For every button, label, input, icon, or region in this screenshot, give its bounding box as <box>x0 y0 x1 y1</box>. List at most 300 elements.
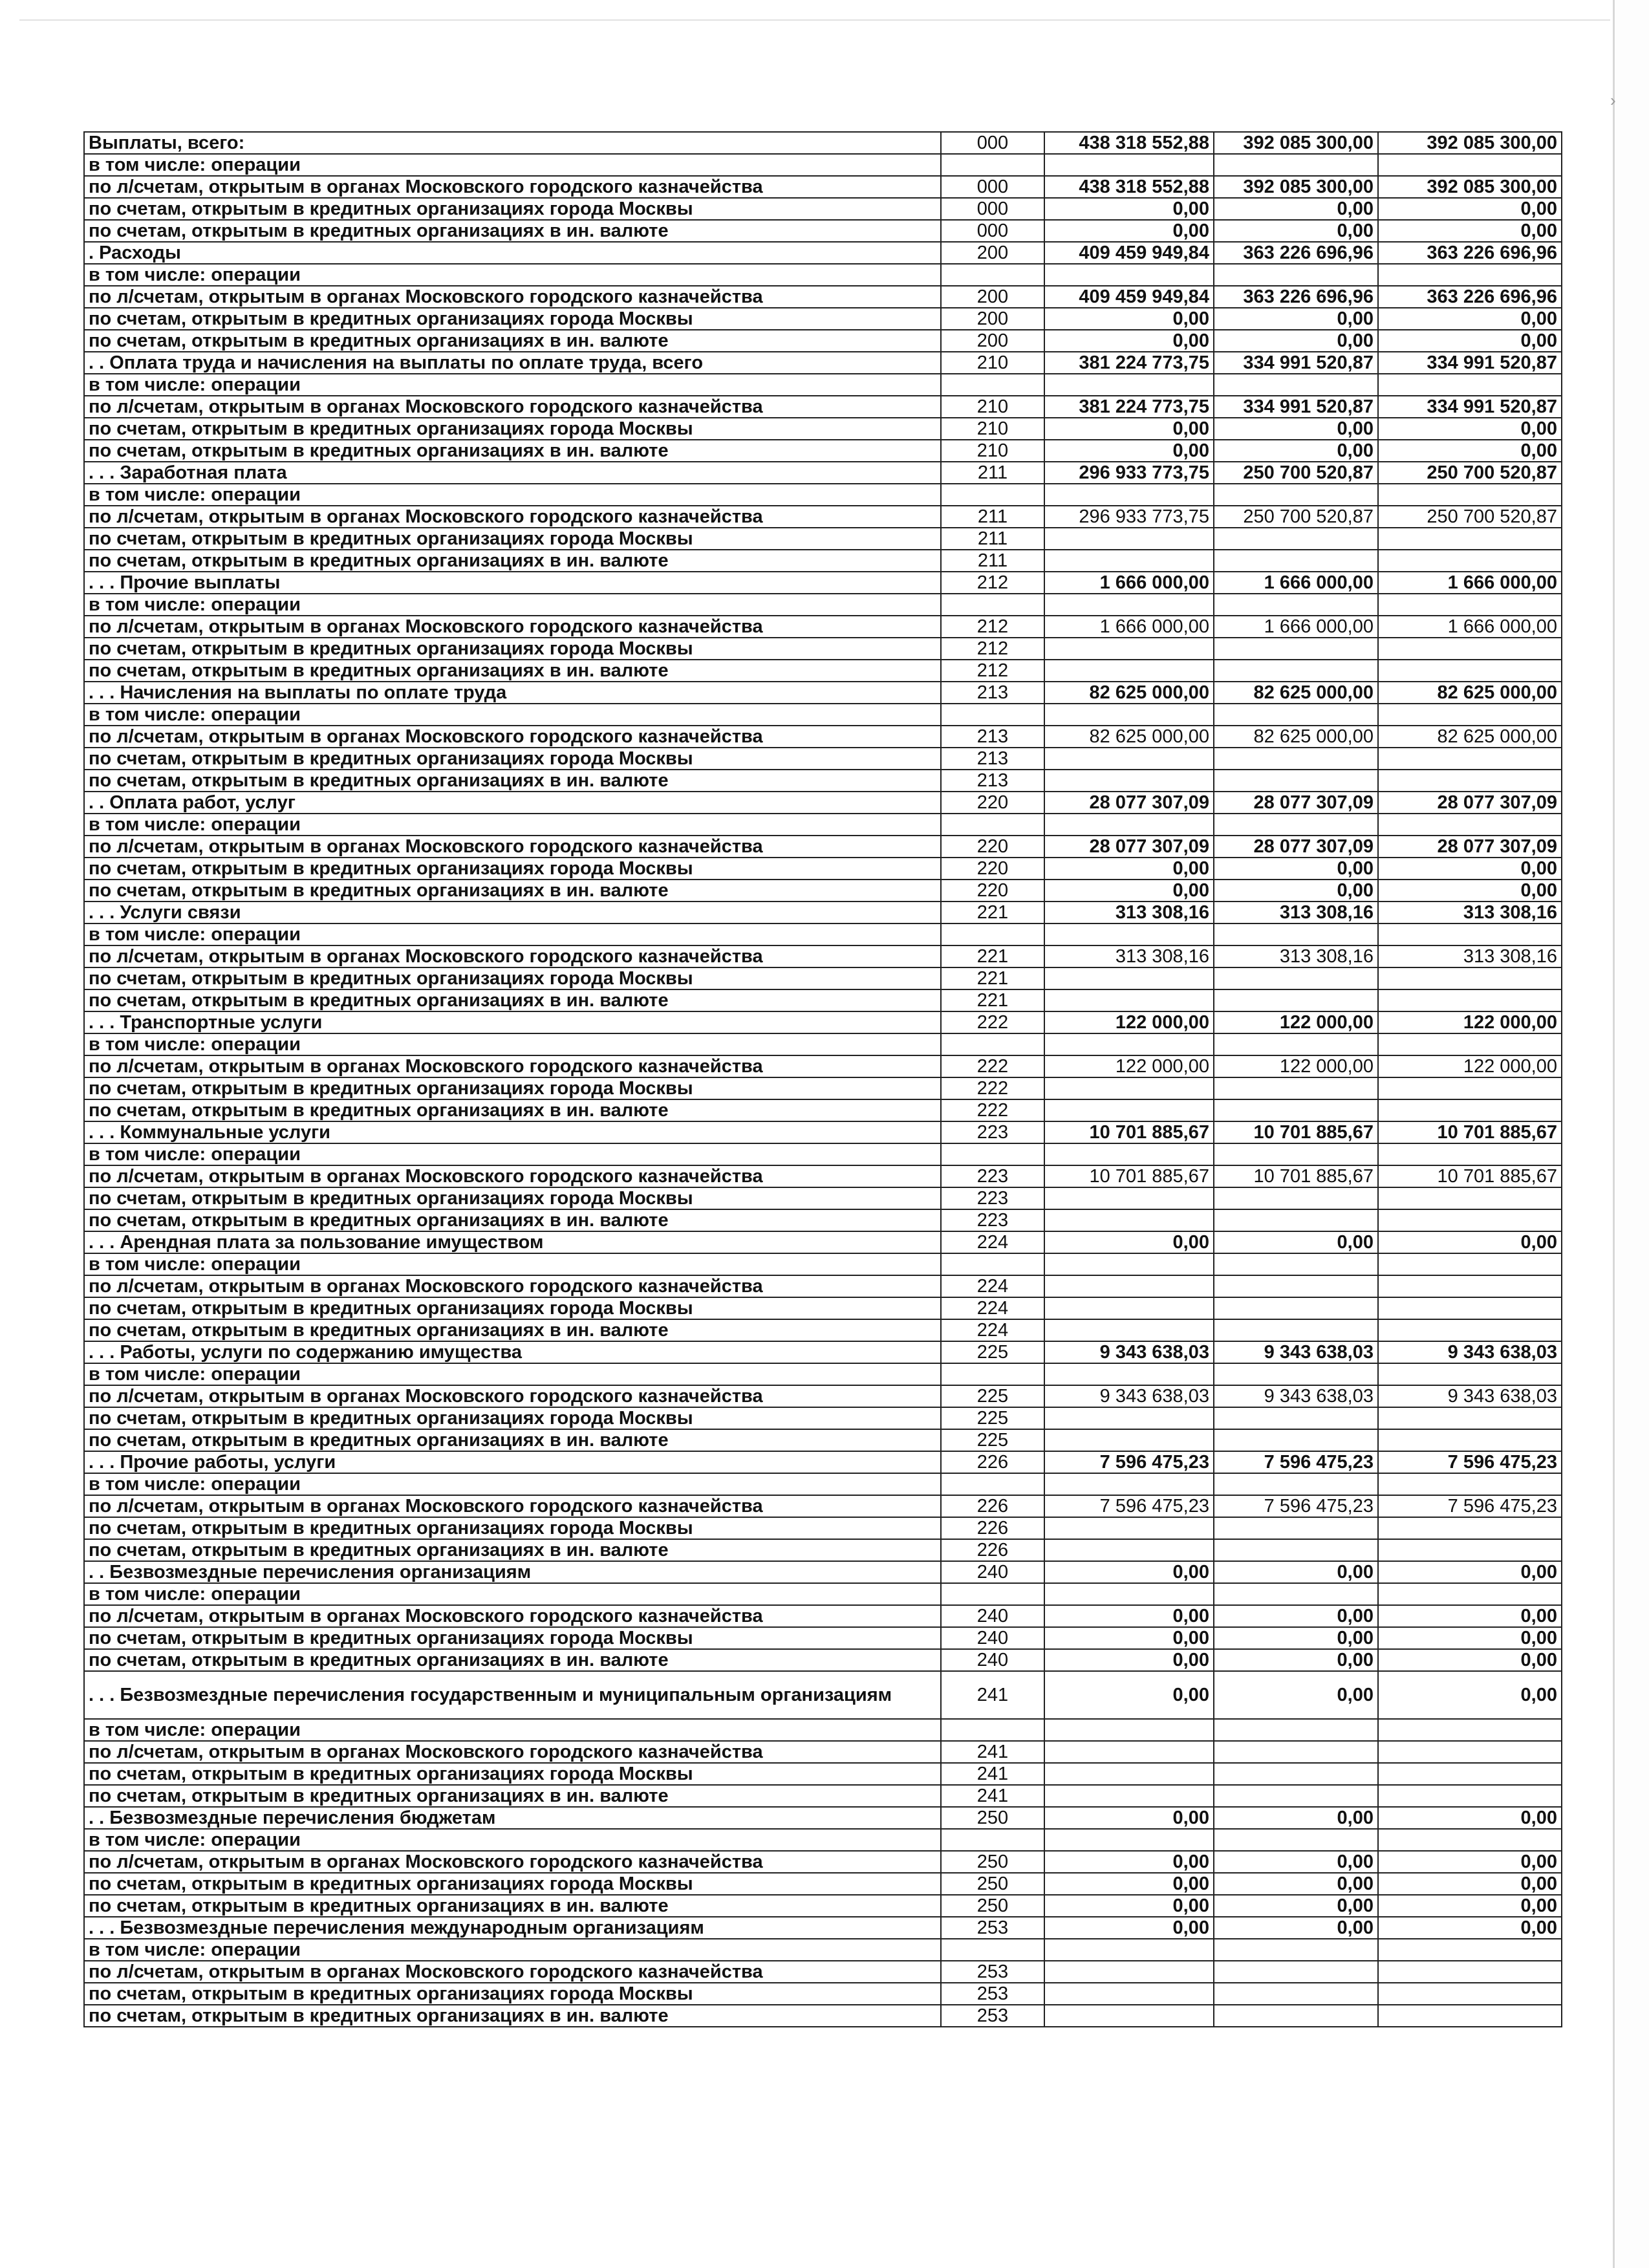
row-value-3 <box>1378 484 1562 506</box>
row-value-3: 0,00 <box>1378 308 1562 330</box>
row-value-3: 28 077 307,09 <box>1378 792 1562 814</box>
row-value-3: 122 000,00 <box>1378 1011 1562 1033</box>
row-value-3 <box>1378 1785 1562 1807</box>
table-row <box>84 967 1562 989</box>
row-value-2 <box>1214 923 1378 945</box>
table-row <box>84 1829 1562 1851</box>
row-code <box>941 484 1044 506</box>
row-label: в том числе: операции <box>84 1829 941 1851</box>
row-label: по счетам, открытым в кредитных организациях в ин. валюте <box>84 440 941 462</box>
row-value-3 <box>1378 967 1562 989</box>
row-value-2 <box>1214 989 1378 1011</box>
row-value-2: 1 666 000,00 <box>1214 572 1378 594</box>
row-value-2: 313 308,16 <box>1214 902 1378 923</box>
row-label: по счетам, открытым в кредитных организациях города Москвы <box>84 1763 941 1785</box>
row-value-3 <box>1378 1297 1562 1319</box>
row-value-2 <box>1214 1209 1378 1231</box>
row-label: по счетам, открытым в кредитных организациях города Москвы <box>84 1517 941 1539</box>
row-code: 224 <box>941 1231 1044 1253</box>
row-value-3 <box>1378 660 1562 682</box>
row-value-2: 0,00 <box>1214 330 1378 352</box>
row-value-1: 381 224 773,75 <box>1044 396 1214 418</box>
row-value-3: 0,00 <box>1378 1231 1562 1253</box>
table-row <box>84 198 1562 220</box>
row-value-1 <box>1044 264 1214 286</box>
row-code: 220 <box>941 792 1044 814</box>
table-row <box>84 1539 1562 1561</box>
row-value-1: 0,00 <box>1044 1605 1214 1627</box>
table-row <box>84 660 1562 682</box>
row-code: 226 <box>941 1495 1044 1517</box>
row-code: 211 <box>941 528 1044 550</box>
table-row <box>84 836 1562 858</box>
row-code: 200 <box>941 308 1044 330</box>
row-value-3: 250 700 520,87 <box>1378 506 1562 528</box>
row-value-1: 0,00 <box>1044 1561 1214 1583</box>
row-value-1 <box>1044 1473 1214 1495</box>
table-row <box>84 220 1562 242</box>
row-code: 224 <box>941 1319 1044 1341</box>
table-row <box>84 418 1562 440</box>
row-label: по л/счетам, открытым в органах Московского городского казначейства <box>84 1741 941 1763</box>
row-value-1: 9 343 638,03 <box>1044 1341 1214 1363</box>
row-value-2 <box>1214 1829 1378 1851</box>
row-value-1: 9 343 638,03 <box>1044 1385 1214 1407</box>
table-row <box>84 1649 1562 1671</box>
row-value-1: 0,00 <box>1044 418 1214 440</box>
table-row <box>84 1341 1562 1363</box>
row-value-2: 0,00 <box>1214 440 1378 462</box>
row-value-1 <box>1044 1785 1214 1807</box>
table-row <box>84 638 1562 660</box>
row-code <box>941 1473 1044 1495</box>
row-value-3: 0,00 <box>1378 220 1562 242</box>
row-value-3: 334 991 520,87 <box>1378 396 1562 418</box>
page-top-edge <box>19 19 1610 21</box>
row-label: в том числе: операции <box>84 923 941 945</box>
row-code: 253 <box>941 2005 1044 2027</box>
row-value-1 <box>1044 1961 1214 1983</box>
row-code <box>941 1829 1044 1851</box>
row-value-2: 0,00 <box>1214 1231 1378 1253</box>
row-value-3: 0,00 <box>1378 1649 1562 1671</box>
table-row <box>84 1719 1562 1741</box>
row-value-3: 250 700 520,87 <box>1378 462 1562 484</box>
table-row <box>84 1583 1562 1605</box>
row-value-2 <box>1214 264 1378 286</box>
table-row <box>84 1763 1562 1785</box>
row-value-2 <box>1214 1939 1378 1961</box>
row-value-1 <box>1044 638 1214 660</box>
row-value-1 <box>1044 660 1214 682</box>
row-value-1 <box>1044 704 1214 726</box>
row-value-3: 313 308,16 <box>1378 902 1562 923</box>
row-label: по счетам, открытым в кредитных организациях города Москвы <box>84 418 941 440</box>
row-label: по л/счетам, открытым в органах Московского городского казначейства <box>84 836 941 858</box>
row-value-1: 0,00 <box>1044 220 1214 242</box>
row-code: 000 <box>941 220 1044 242</box>
row-value-2 <box>1214 1099 1378 1121</box>
row-value-1: 0,00 <box>1044 330 1214 352</box>
row-value-1: 10 701 885,67 <box>1044 1165 1214 1187</box>
table-row <box>84 154 1562 176</box>
row-label: в том числе: операции <box>84 1719 941 1741</box>
row-value-2 <box>1214 1319 1378 1341</box>
row-label: по счетам, открытым в кредитных организациях города Москвы <box>84 858 941 880</box>
row-value-1: 381 224 773,75 <box>1044 352 1214 374</box>
row-value-1 <box>1044 923 1214 945</box>
row-code: 241 <box>941 1741 1044 1763</box>
table-row <box>84 1741 1562 1763</box>
row-value-1 <box>1044 1939 1214 1961</box>
row-code: 211 <box>941 462 1044 484</box>
row-code <box>941 1363 1044 1385</box>
row-value-2 <box>1214 704 1378 726</box>
row-value-2: 0,00 <box>1214 858 1378 880</box>
row-value-1 <box>1044 1583 1214 1605</box>
row-code: 220 <box>941 836 1044 858</box>
row-code: 241 <box>941 1763 1044 1785</box>
row-label: по л/счетам, открытым в органах Московского городского казначейства <box>84 176 941 198</box>
row-value-1: 296 933 773,75 <box>1044 506 1214 528</box>
row-code: 222 <box>941 1099 1044 1121</box>
table-row <box>84 616 1562 638</box>
row-code: 223 <box>941 1209 1044 1231</box>
row-value-3 <box>1378 2005 1562 2027</box>
row-code: 250 <box>941 1807 1044 1829</box>
row-label: по л/счетам, открытым в органах Московского городского казначейства <box>84 1495 941 1517</box>
row-value-1: 0,00 <box>1044 198 1214 220</box>
row-label: . . . Коммунальные услуги <box>84 1121 941 1143</box>
row-value-2 <box>1214 1297 1378 1319</box>
row-label: по л/счетам, открытым в органах Московского городского казначейства <box>84 616 941 638</box>
row-code: 212 <box>941 638 1044 660</box>
row-value-3 <box>1378 638 1562 660</box>
row-label: по л/счетам, открытым в органах Московского городского казначейства <box>84 1605 941 1627</box>
row-value-3 <box>1378 550 1562 572</box>
row-value-1: 0,00 <box>1044 308 1214 330</box>
row-value-2: 0,00 <box>1214 1649 1378 1671</box>
row-label: по счетам, открытым в кредитных организациях в ин. валюте <box>84 880 941 902</box>
row-value-2 <box>1214 770 1378 792</box>
row-value-3 <box>1378 1187 1562 1209</box>
table-row <box>84 1319 1562 1341</box>
row-value-1: 0,00 <box>1044 440 1214 462</box>
row-value-2: 313 308,16 <box>1214 945 1378 967</box>
row-label: по счетам, открытым в кредитных организациях города Москвы <box>84 1297 941 1319</box>
row-code: 226 <box>941 1517 1044 1539</box>
row-value-3: 0,00 <box>1378 1895 1562 1917</box>
row-label: . . . Работы, услуги по содержанию имущества <box>84 1341 941 1363</box>
row-value-1 <box>1044 1187 1214 1209</box>
row-code: 212 <box>941 660 1044 682</box>
row-value-2 <box>1214 967 1378 989</box>
table-row <box>84 1495 1562 1517</box>
row-value-1 <box>1044 528 1214 550</box>
row-value-1 <box>1044 748 1214 770</box>
row-value-2: 363 226 696,96 <box>1214 286 1378 308</box>
row-value-2 <box>1214 1719 1378 1741</box>
row-value-1: 0,00 <box>1044 1671 1214 1719</box>
row-code: 224 <box>941 1297 1044 1319</box>
row-value-3: 7 596 475,23 <box>1378 1451 1562 1473</box>
row-value-2: 0,00 <box>1214 198 1378 220</box>
row-label: по л/счетам, открытым в органах Московского городского казначейства <box>84 1385 941 1407</box>
row-value-3: 0,00 <box>1378 1917 1562 1939</box>
row-code: 241 <box>941 1785 1044 1807</box>
row-value-1 <box>1044 374 1214 396</box>
row-label: по л/счетам, открытым в органах Московского городского казначейства <box>84 506 941 528</box>
row-label: по л/счетам, открытым в органах Московского городского казначейства <box>84 1275 941 1297</box>
row-value-2: 334 991 520,87 <box>1214 352 1378 374</box>
row-code: 221 <box>941 945 1044 967</box>
row-value-1 <box>1044 989 1214 1011</box>
row-value-2 <box>1214 1785 1378 1807</box>
row-value-1: 0,00 <box>1044 1895 1214 1917</box>
table-row <box>84 484 1562 506</box>
row-label: . . . Арендная плата за пользование имуществом <box>84 1231 941 1253</box>
row-code: 224 <box>941 1275 1044 1297</box>
row-label: по л/счетам, открытым в органах Московского городского казначейства <box>84 945 941 967</box>
row-label: по счетам, открытым в кредитных организациях в ин. валюте <box>84 1539 941 1561</box>
row-value-3 <box>1378 1077 1562 1099</box>
row-label: . . Безвозмездные перечисления организациям <box>84 1561 941 1583</box>
row-code: 213 <box>941 682 1044 704</box>
row-code: 222 <box>941 1011 1044 1033</box>
row-label: в том числе: операции <box>84 1033 941 1055</box>
table-row <box>84 594 1562 616</box>
row-value-2 <box>1214 1407 1378 1429</box>
row-value-3 <box>1378 1763 1562 1785</box>
row-value-2: 122 000,00 <box>1214 1055 1378 1077</box>
row-value-1: 10 701 885,67 <box>1044 1121 1214 1143</box>
row-value-3: 0,00 <box>1378 1873 1562 1895</box>
row-value-3 <box>1378 594 1562 616</box>
row-value-1 <box>1044 1275 1214 1297</box>
row-value-1 <box>1044 1143 1214 1165</box>
table-row <box>84 1209 1562 1231</box>
row-code: 211 <box>941 506 1044 528</box>
table-row <box>84 1187 1562 1209</box>
row-value-2: 7 596 475,23 <box>1214 1451 1378 1473</box>
table-row <box>84 814 1562 836</box>
row-value-2: 363 226 696,96 <box>1214 242 1378 264</box>
row-label: в том числе: операции <box>84 1473 941 1495</box>
row-value-3 <box>1378 923 1562 945</box>
row-code: 241 <box>941 1671 1044 1719</box>
row-value-3: 0,00 <box>1378 330 1562 352</box>
row-label: по л/счетам, открытым в органах Московского городского казначейства <box>84 1851 941 1873</box>
row-value-3: 122 000,00 <box>1378 1055 1562 1077</box>
row-value-2 <box>1214 2005 1378 2027</box>
edge-mark: › <box>1610 91 1616 110</box>
row-value-1: 122 000,00 <box>1044 1011 1214 1033</box>
row-value-1 <box>1044 550 1214 572</box>
row-value-2 <box>1214 1143 1378 1165</box>
row-value-1 <box>1044 1363 1214 1385</box>
row-value-2 <box>1214 1983 1378 2005</box>
table-row <box>84 1451 1562 1473</box>
row-label: по счетам, открытым в кредитных организациях города Москвы <box>84 638 941 660</box>
table-row <box>84 1961 1562 1983</box>
row-value-3 <box>1378 1961 1562 1983</box>
row-code: 226 <box>941 1451 1044 1473</box>
row-code: 210 <box>941 396 1044 418</box>
row-value-2 <box>1214 1275 1378 1297</box>
row-value-3 <box>1378 989 1562 1011</box>
row-value-2: 0,00 <box>1214 880 1378 902</box>
row-value-3: 334 991 520,87 <box>1378 352 1562 374</box>
row-label: . . . Начисления на выплаты по оплате труда <box>84 682 941 704</box>
table-row <box>84 1055 1562 1077</box>
row-value-2: 1 666 000,00 <box>1214 616 1378 638</box>
row-value-1: 82 625 000,00 <box>1044 726 1214 748</box>
row-value-1 <box>1044 1429 1214 1451</box>
row-value-2 <box>1214 638 1378 660</box>
row-label: по счетам, открытым в кредитных организациях города Москвы <box>84 1983 941 2005</box>
row-value-1: 0,00 <box>1044 1649 1214 1671</box>
row-code: 225 <box>941 1385 1044 1407</box>
table-row <box>84 1099 1562 1121</box>
row-value-3 <box>1378 1407 1562 1429</box>
row-value-3: 0,00 <box>1378 198 1562 220</box>
row-value-2: 0,00 <box>1214 308 1378 330</box>
row-value-3 <box>1378 1517 1562 1539</box>
payments-table-body <box>84 132 1562 2027</box>
row-label: по счетам, открытым в кредитных организациях города Москвы <box>84 528 941 550</box>
row-value-2 <box>1214 1961 1378 1983</box>
row-value-2: 82 625 000,00 <box>1214 682 1378 704</box>
row-value-3 <box>1378 528 1562 550</box>
row-label: в том числе: операции <box>84 814 941 836</box>
row-label: в том числе: операции <box>84 1143 941 1165</box>
table-row <box>84 1165 1562 1187</box>
row-value-3: 313 308,16 <box>1378 945 1562 967</box>
table-row <box>84 550 1562 572</box>
row-value-3: 0,00 <box>1378 880 1562 902</box>
row-value-3: 0,00 <box>1378 440 1562 462</box>
table-row <box>84 770 1562 792</box>
row-label: по счетам, открытым в кредитных организациях города Москвы <box>84 308 941 330</box>
row-value-2: 28 077 307,09 <box>1214 836 1378 858</box>
table-row <box>84 1033 1562 1055</box>
table-row <box>84 1407 1562 1429</box>
row-value-1: 0,00 <box>1044 858 1214 880</box>
row-label: по счетам, открытым в кредитных организациях в ин. валюте <box>84 1429 941 1451</box>
row-value-3: 0,00 <box>1378 418 1562 440</box>
table-row <box>84 462 1562 484</box>
row-value-2 <box>1214 594 1378 616</box>
row-value-2: 9 343 638,03 <box>1214 1385 1378 1407</box>
table-row <box>84 308 1562 330</box>
row-value-2 <box>1214 1077 1378 1099</box>
row-label: по счетам, открытым в кредитных организациях в ин. валюте <box>84 220 941 242</box>
row-value-2: 0,00 <box>1214 1605 1378 1627</box>
row-code: 000 <box>941 198 1044 220</box>
row-value-3: 0,00 <box>1378 1561 1562 1583</box>
row-label: в том числе: операции <box>84 264 941 286</box>
row-value-1 <box>1044 2005 1214 2027</box>
row-code <box>941 1253 1044 1275</box>
row-code <box>941 814 1044 836</box>
row-value-1: 82 625 000,00 <box>1044 682 1214 704</box>
row-label: . . . Заработная плата <box>84 462 941 484</box>
row-code <box>941 594 1044 616</box>
row-value-1: 313 308,16 <box>1044 945 1214 967</box>
row-value-3: 10 701 885,67 <box>1378 1121 1562 1143</box>
row-code: 222 <box>941 1055 1044 1077</box>
row-code: 240 <box>941 1605 1044 1627</box>
row-value-3 <box>1378 1033 1562 1055</box>
row-label: по счетам, открытым в кредитных организациях города Москвы <box>84 1077 941 1099</box>
row-value-1: 296 933 773,75 <box>1044 462 1214 484</box>
row-value-2 <box>1214 1741 1378 1763</box>
table-row <box>84 1517 1562 1539</box>
row-value-1 <box>1044 1539 1214 1561</box>
row-value-3 <box>1378 770 1562 792</box>
row-value-1 <box>1044 1209 1214 1231</box>
row-value-3: 1 666 000,00 <box>1378 616 1562 638</box>
row-value-3 <box>1378 1429 1562 1451</box>
row-code: 210 <box>941 440 1044 462</box>
table-row <box>84 989 1562 1011</box>
row-code: 210 <box>941 418 1044 440</box>
row-code: 211 <box>941 550 1044 572</box>
row-value-2: 0,00 <box>1214 220 1378 242</box>
row-value-1 <box>1044 484 1214 506</box>
table-row <box>84 1231 1562 1253</box>
row-value-3 <box>1378 154 1562 176</box>
table-row <box>84 396 1562 418</box>
row-value-3: 82 625 000,00 <box>1378 726 1562 748</box>
row-value-1 <box>1044 1983 1214 2005</box>
table-row <box>84 1671 1562 1719</box>
row-value-2 <box>1214 1033 1378 1055</box>
row-value-3: 9 343 638,03 <box>1378 1385 1562 1407</box>
table-row <box>84 1473 1562 1495</box>
row-value-3 <box>1378 1539 1562 1561</box>
row-label: по л/счетам, открытым в органах Московского городского казначейства <box>84 286 941 308</box>
table-row <box>84 726 1562 748</box>
row-value-3: 0,00 <box>1378 858 1562 880</box>
row-value-2: 7 596 475,23 <box>1214 1495 1378 1517</box>
row-label: по счетам, открытым в кредитных организациях в ин. валюте <box>84 660 941 682</box>
row-value-2: 0,00 <box>1214 1917 1378 1939</box>
row-label: по счетам, открытым в кредитных организациях в ин. валюте <box>84 1785 941 1807</box>
row-label: по счетам, открытым в кредитных организациях города Москвы <box>84 1627 941 1649</box>
row-value-2: 0,00 <box>1214 1561 1378 1583</box>
row-code <box>941 1143 1044 1165</box>
table-row <box>84 506 1562 528</box>
table-row <box>84 1363 1562 1385</box>
row-value-2 <box>1214 1539 1378 1561</box>
row-value-3: 7 596 475,23 <box>1378 1495 1562 1517</box>
table-row <box>84 858 1562 880</box>
row-value-1 <box>1044 1407 1214 1429</box>
table-row <box>84 440 1562 462</box>
row-label: по счетам, открытым в кредитных организациях в ин. валюте <box>84 1209 941 1231</box>
row-value-2: 334 991 520,87 <box>1214 396 1378 418</box>
row-value-2 <box>1214 1763 1378 1785</box>
row-label: . . . Услуги связи <box>84 902 941 923</box>
row-value-2 <box>1214 374 1378 396</box>
row-code: 000 <box>941 176 1044 198</box>
row-value-1 <box>1044 1297 1214 1319</box>
row-value-3 <box>1378 1209 1562 1231</box>
row-code: 200 <box>941 286 1044 308</box>
row-code <box>941 154 1044 176</box>
row-value-2: 0,00 <box>1214 1807 1378 1829</box>
